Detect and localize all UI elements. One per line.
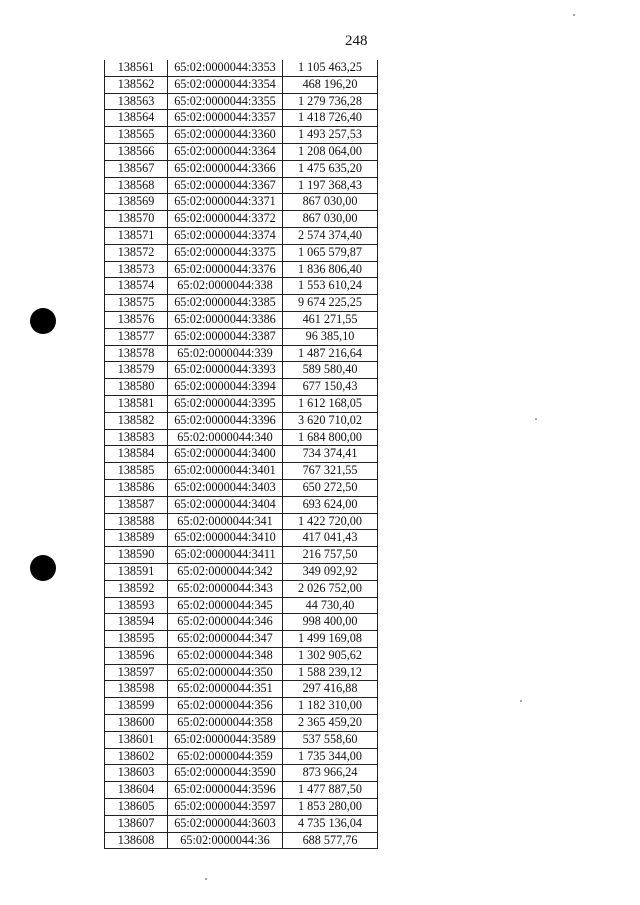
punch-hole [30, 308, 56, 334]
row-id-cell: 138564 [105, 110, 168, 127]
row-id-cell: 138573 [105, 261, 168, 278]
cadastral-number-cell: 65:02:0000044:350 [168, 664, 283, 681]
value-cell: 1 422 720,00 [283, 513, 378, 530]
row-id-cell: 138569 [105, 194, 168, 211]
cadastral-number-cell: 65:02:0000044:36 [168, 832, 283, 849]
row-id-cell: 138607 [105, 815, 168, 832]
table-row [105, 563, 378, 580]
row-id-cell: 138576 [105, 311, 168, 328]
value-cell: 867 030,00 [283, 194, 378, 211]
row-id-cell: 138562 [105, 76, 168, 93]
cadastral-number-cell: 65:02:0000044:3603 [168, 815, 283, 832]
table-row [105, 110, 378, 127]
registry-table-body [105, 60, 378, 849]
row-id-cell: 138598 [105, 681, 168, 698]
cadastral-number-cell: 65:02:0000044:359 [168, 748, 283, 765]
value-cell: 96 385,10 [283, 328, 378, 345]
row-id-cell: 138603 [105, 765, 168, 782]
value-cell: 1 493 257,53 [283, 127, 378, 144]
cadastral-number-cell: 65:02:0000044:3387 [168, 328, 283, 345]
value-cell: 2 365 459,20 [283, 715, 378, 732]
table-row [105, 463, 378, 480]
scan-speck [205, 878, 207, 880]
cadastral-number-cell: 65:02:0000044:3400 [168, 446, 283, 463]
cadastral-number-cell: 65:02:0000044:3403 [168, 479, 283, 496]
table-row [105, 799, 378, 816]
cadastral-number-cell: 65:02:0000044:3372 [168, 211, 283, 228]
table-row [105, 513, 378, 530]
row-id-cell: 138593 [105, 597, 168, 614]
table-row [105, 328, 378, 345]
cadastral-number-cell: 65:02:0000044:3366 [168, 160, 283, 177]
table-row [105, 765, 378, 782]
cadastral-number-cell: 65:02:0000044:348 [168, 647, 283, 664]
table-row [105, 597, 378, 614]
table-row [105, 664, 378, 681]
row-id-cell: 138585 [105, 463, 168, 480]
cadastral-number-cell: 65:02:0000044:3354 [168, 76, 283, 93]
table-row [105, 412, 378, 429]
cadastral-number-cell: 65:02:0000044:3410 [168, 530, 283, 547]
value-cell: 1 279 736,28 [283, 93, 378, 110]
table-row [105, 311, 378, 328]
registry-table [104, 60, 378, 849]
cadastral-number-cell: 65:02:0000044:343 [168, 580, 283, 597]
cadastral-number-cell: 65:02:0000044:346 [168, 614, 283, 631]
row-id-cell: 138568 [105, 177, 168, 194]
cadastral-number-cell: 65:02:0000044:338 [168, 278, 283, 295]
cadastral-number-cell: 65:02:0000044:342 [168, 563, 283, 580]
row-id-cell: 138608 [105, 832, 168, 849]
row-id-cell: 138570 [105, 211, 168, 228]
scan-speck [520, 700, 522, 702]
value-cell: 677 150,43 [283, 379, 378, 396]
value-cell: 767 321,55 [283, 463, 378, 480]
value-cell: 468 196,20 [283, 76, 378, 93]
table-row [105, 244, 378, 261]
table-row [105, 681, 378, 698]
value-cell: 1 065 579,87 [283, 244, 378, 261]
cadastral-number-cell: 65:02:0000044:3404 [168, 496, 283, 513]
value-cell: 650 272,50 [283, 479, 378, 496]
cadastral-number-cell: 65:02:0000044:3355 [168, 93, 283, 110]
cadastral-number-cell: 65:02:0000044:3374 [168, 227, 283, 244]
value-cell: 1 208 064,00 [283, 143, 378, 160]
value-cell: 1 553 610,24 [283, 278, 378, 295]
table-row [105, 580, 378, 597]
value-cell: 44 730,40 [283, 597, 378, 614]
table-row [105, 295, 378, 312]
table-row [105, 496, 378, 513]
table-row [105, 194, 378, 211]
cadastral-number-cell: 65:02:0000044:3385 [168, 295, 283, 312]
value-cell: 537 558,60 [283, 731, 378, 748]
row-id-cell: 138583 [105, 429, 168, 446]
row-id-cell: 138595 [105, 631, 168, 648]
table-row [105, 278, 378, 295]
row-id-cell: 138567 [105, 160, 168, 177]
value-cell: 1 588 239,12 [283, 664, 378, 681]
row-id-cell: 138587 [105, 496, 168, 513]
cadastral-number-cell: 65:02:0000044:347 [168, 631, 283, 648]
page-number: 248 [345, 33, 368, 49]
table-row [105, 547, 378, 564]
value-cell: 589 580,40 [283, 362, 378, 379]
value-cell: 1 612 168,05 [283, 395, 378, 412]
table-row [105, 479, 378, 496]
value-cell: 1 182 310,00 [283, 698, 378, 715]
row-id-cell: 138582 [105, 412, 168, 429]
table-row [105, 143, 378, 160]
row-id-cell: 138592 [105, 580, 168, 597]
row-id-cell: 138575 [105, 295, 168, 312]
value-cell: 867 030,00 [283, 211, 378, 228]
value-cell: 1 477 887,50 [283, 782, 378, 799]
value-cell: 1 418 726,40 [283, 110, 378, 127]
cadastral-number-cell: 65:02:0000044:3353 [168, 60, 283, 76]
table-row [105, 647, 378, 664]
table-row [105, 715, 378, 732]
value-cell: 998 400,00 [283, 614, 378, 631]
cadastral-number-cell: 65:02:0000044:3367 [168, 177, 283, 194]
table-row [105, 530, 378, 547]
row-id-cell: 138571 [105, 227, 168, 244]
value-cell: 1 302 905,62 [283, 647, 378, 664]
value-cell: 2 026 752,00 [283, 580, 378, 597]
table-row [105, 362, 378, 379]
row-id-cell: 138565 [105, 127, 168, 144]
row-id-cell: 138574 [105, 278, 168, 295]
row-id-cell: 138589 [105, 530, 168, 547]
row-id-cell: 138586 [105, 479, 168, 496]
row-id-cell: 138588 [105, 513, 168, 530]
cadastral-number-cell: 65:02:0000044:3396 [168, 412, 283, 429]
table-row [105, 782, 378, 799]
value-cell: 9 674 225,25 [283, 295, 378, 312]
cadastral-number-cell: 65:02:0000044:3411 [168, 547, 283, 564]
cadastral-number-cell: 65:02:0000044:3386 [168, 311, 283, 328]
value-cell: 1 499 169,08 [283, 631, 378, 648]
value-cell: 1 487 216,64 [283, 345, 378, 362]
table-row [105, 60, 378, 76]
cadastral-number-cell: 65:02:0000044:3357 [168, 110, 283, 127]
cadastral-number-cell: 65:02:0000044:339 [168, 345, 283, 362]
cadastral-number-cell: 65:02:0000044:3393 [168, 362, 283, 379]
value-cell: 734 374,41 [283, 446, 378, 463]
row-id-cell: 138602 [105, 748, 168, 765]
table-row [105, 177, 378, 194]
cadastral-number-cell: 65:02:0000044:3401 [168, 463, 283, 480]
value-cell: 1 105 463,25 [283, 60, 378, 76]
cadastral-number-cell: 65:02:0000044:3590 [168, 765, 283, 782]
value-cell: 1 684 800,00 [283, 429, 378, 446]
value-cell: 688 577,76 [283, 832, 378, 849]
cadastral-number-cell: 65:02:0000044:3596 [168, 782, 283, 799]
value-cell: 349 092,92 [283, 563, 378, 580]
table-row [105, 815, 378, 832]
row-id-cell: 138572 [105, 244, 168, 261]
row-id-cell: 138584 [105, 446, 168, 463]
table-row [105, 731, 378, 748]
table-row [105, 379, 378, 396]
value-cell: 1 475 635,20 [283, 160, 378, 177]
cadastral-number-cell: 65:02:0000044:3395 [168, 395, 283, 412]
row-id-cell: 138563 [105, 93, 168, 110]
row-id-cell: 138604 [105, 782, 168, 799]
cadastral-number-cell: 65:02:0000044:3597 [168, 799, 283, 816]
punch-hole [30, 555, 56, 581]
table-row [105, 832, 378, 849]
cadastral-number-cell: 65:02:0000044:3394 [168, 379, 283, 396]
table-row [105, 429, 378, 446]
cadastral-number-cell: 65:02:0000044:340 [168, 429, 283, 446]
table-row [105, 345, 378, 362]
row-id-cell: 138578 [105, 345, 168, 362]
value-cell: 1 735 344,00 [283, 748, 378, 765]
row-id-cell: 138577 [105, 328, 168, 345]
value-cell: 461 271,55 [283, 311, 378, 328]
table-row [105, 261, 378, 278]
cadastral-number-cell: 65:02:0000044:351 [168, 681, 283, 698]
cadastral-number-cell: 65:02:0000044:3360 [168, 127, 283, 144]
value-cell: 2 574 374,40 [283, 227, 378, 244]
table-row [105, 748, 378, 765]
cadastral-number-cell: 65:02:0000044:3375 [168, 244, 283, 261]
scan-speck [535, 418, 537, 420]
row-id-cell: 138566 [105, 143, 168, 160]
row-id-cell: 138579 [105, 362, 168, 379]
value-cell: 1 836 806,40 [283, 261, 378, 278]
table-row [105, 446, 378, 463]
value-cell: 3 620 710,02 [283, 412, 378, 429]
row-id-cell: 138561 [105, 60, 168, 76]
value-cell: 417 041,43 [283, 530, 378, 547]
row-id-cell: 138590 [105, 547, 168, 564]
row-id-cell: 138597 [105, 664, 168, 681]
value-cell: 1 197 368,43 [283, 177, 378, 194]
row-id-cell: 138594 [105, 614, 168, 631]
table-row [105, 76, 378, 93]
row-id-cell: 138605 [105, 799, 168, 816]
row-id-cell: 138599 [105, 698, 168, 715]
cadastral-number-cell: 65:02:0000044:358 [168, 715, 283, 732]
table-row [105, 127, 378, 144]
table-row [105, 395, 378, 412]
cadastral-number-cell: 65:02:0000044:3376 [168, 261, 283, 278]
row-id-cell: 138596 [105, 647, 168, 664]
value-cell: 297 416,88 [283, 681, 378, 698]
table-row [105, 227, 378, 244]
cadastral-number-cell: 65:02:0000044:3371 [168, 194, 283, 211]
table-row [105, 631, 378, 648]
cadastral-number-cell: 65:02:0000044:341 [168, 513, 283, 530]
cadastral-number-cell: 65:02:0000044:356 [168, 698, 283, 715]
value-cell: 1 853 280,00 [283, 799, 378, 816]
value-cell: 216 757,50 [283, 547, 378, 564]
value-cell: 873 966,24 [283, 765, 378, 782]
cadastral-number-cell: 65:02:0000044:3589 [168, 731, 283, 748]
row-id-cell: 138600 [105, 715, 168, 732]
table-row [105, 698, 378, 715]
table-row [105, 614, 378, 631]
row-id-cell: 138601 [105, 731, 168, 748]
table-row [105, 93, 378, 110]
table-row [105, 160, 378, 177]
row-id-cell: 138580 [105, 379, 168, 396]
scan-speck [573, 14, 575, 16]
value-cell: 693 624,00 [283, 496, 378, 513]
cadastral-number-cell: 65:02:0000044:345 [168, 597, 283, 614]
cadastral-number-cell: 65:02:0000044:3364 [168, 143, 283, 160]
value-cell: 4 735 136,04 [283, 815, 378, 832]
table-row [105, 211, 378, 228]
row-id-cell: 138591 [105, 563, 168, 580]
row-id-cell: 138581 [105, 395, 168, 412]
